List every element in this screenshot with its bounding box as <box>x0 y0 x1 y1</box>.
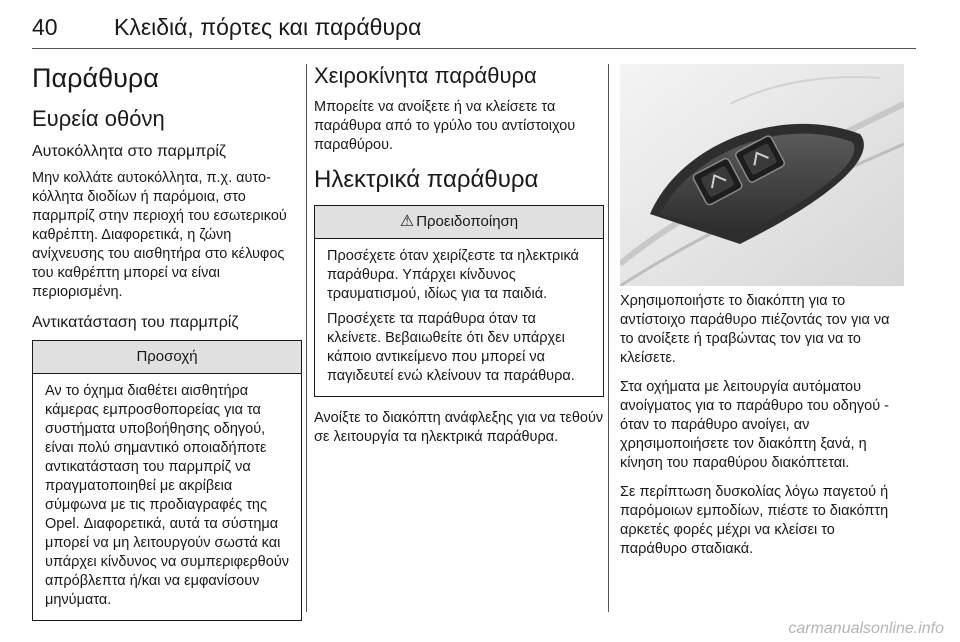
subsection-title: Ευρεία οθόνη <box>32 106 165 131</box>
column-2 <box>314 62 604 457</box>
page-number: 40 <box>32 14 58 40</box>
window-switch-illustration <box>620 64 904 286</box>
warning-paragraph-1: Προσέχετε όταν χειρίζεστε τα ηλεκτρικά παράθυρα. Υπάρχει κίνδυνος τραυματισμού, ιδίως για τα παιδιά. <box>327 248 579 302</box>
warning-paragraph-2: Προσέχετε τα παράθυρα όταν τα κλείνετε. Βεβαιωθείτε ότι δεν υπάρχει κάποιο αντικείμενο που μπορεί να παγιδευτεί ενώ κλείνουν τα παράθυρα. <box>327 311 575 384</box>
manual-windows-heading: Χειροκίνητα παράθυρα <box>314 63 537 88</box>
chapter-title: Κλειδιά, πόρτες και παράθυρα <box>114 14 422 40</box>
auto-open-text: Στα οχήματα με λειτουργία αυτόματου ανοίγματος για το παράθυρο του οδηγού - όταν το παράθυρο ανοίγει, αν χρησιμοποιήσετε τον διακόπτη ξανά, η κίνηση του παραθύρου διακόπτεται. <box>620 379 890 471</box>
stickers-text: Μην κολλάτε αυτοκόλλητα, π.χ. αυτοκόλλητα διοδίων ή παρόμοια, στο παρμπρίζ στην περιοχή του εσωτερικού καθρέπτη. Διαφορετικά, η ζώνη ανίχνευσης του αισθητήρα στο κέλυφος του καθρέπτη μπορεί να είναι περιορισμένη. <box>32 170 287 300</box>
warning-box <box>314 205 604 397</box>
caution-box <box>32 340 302 621</box>
column-3 <box>620 292 890 569</box>
section-title: Παράθυρα <box>32 63 159 93</box>
stickers-heading: Αυτοκόλλητα στο παρμπρίζ <box>32 143 226 160</box>
warning-title: Προειδοποίηση <box>416 213 519 230</box>
manual-windows-text: Μπορείτε να ανοίξετε ή να κλείσετε τα παράθυρα από το γρύλο του αντίστοιχου παραθύρου. <box>314 99 576 153</box>
replacement-heading: Αντικατάσταση του παρμπρίζ <box>32 314 239 331</box>
caution-title: Προσοχή <box>33 341 301 374</box>
power-windows-heading: Ηλεκτρικά παράθυρα <box>314 166 539 193</box>
column-1 <box>32 62 302 621</box>
ignition-text: Ανοίξτε το διακόπτη ανάφλεξης για να τεθούν σε λειτουργία τα ηλεκτρικά παράθυρα. <box>314 410 604 445</box>
column-divider-2 <box>608 64 609 612</box>
frost-text: Σε περίπτωση δυσκολίας λόγω παγετού ή παρόμοιων εμποδίων, πιέστε το διακόπτη αρκετές φορές μέχρι να κλείσει το παράθυρο σταδιακά. <box>620 484 889 557</box>
caution-text: Αν το όχημα διαθέτει αισθητήρα κάμερας εμπροσθοπορείας για τα συστήματα υποβοήθησης οδηγού, είναι πολύ σημαντικό οποιαδήποτε αντικατάσταση του παρμπρίζ να πραγματοποιηθεί με ακρίβεια σύμφωνα με τις προδιαγραφές της Opel. Διαφορετικά, αυτά τα σύστημα μπορεί να μη λειτουργούν σωστά και υπάρχει κίνδυνος να συμπεριφερθούν απρόβλεπτα ή/και να εμφανίσουν μηνύματα. <box>45 383 289 608</box>
warning-icon: ⚠ <box>399 213 415 230</box>
column-divider-1 <box>306 64 307 612</box>
switch-usage-text: Χρησιμοποιήστε το διακόπτη για το αντίστοιχο παράθυρο πιέζοντάς τον για να το ανοίξετε ή τραβώντας τον για να το κλείσετε. <box>620 293 890 366</box>
watermark: carmanualsonline.info <box>788 620 944 637</box>
warning-header <box>315 206 603 239</box>
header-divider <box>32 48 916 49</box>
window-switch-drawing <box>620 64 904 286</box>
